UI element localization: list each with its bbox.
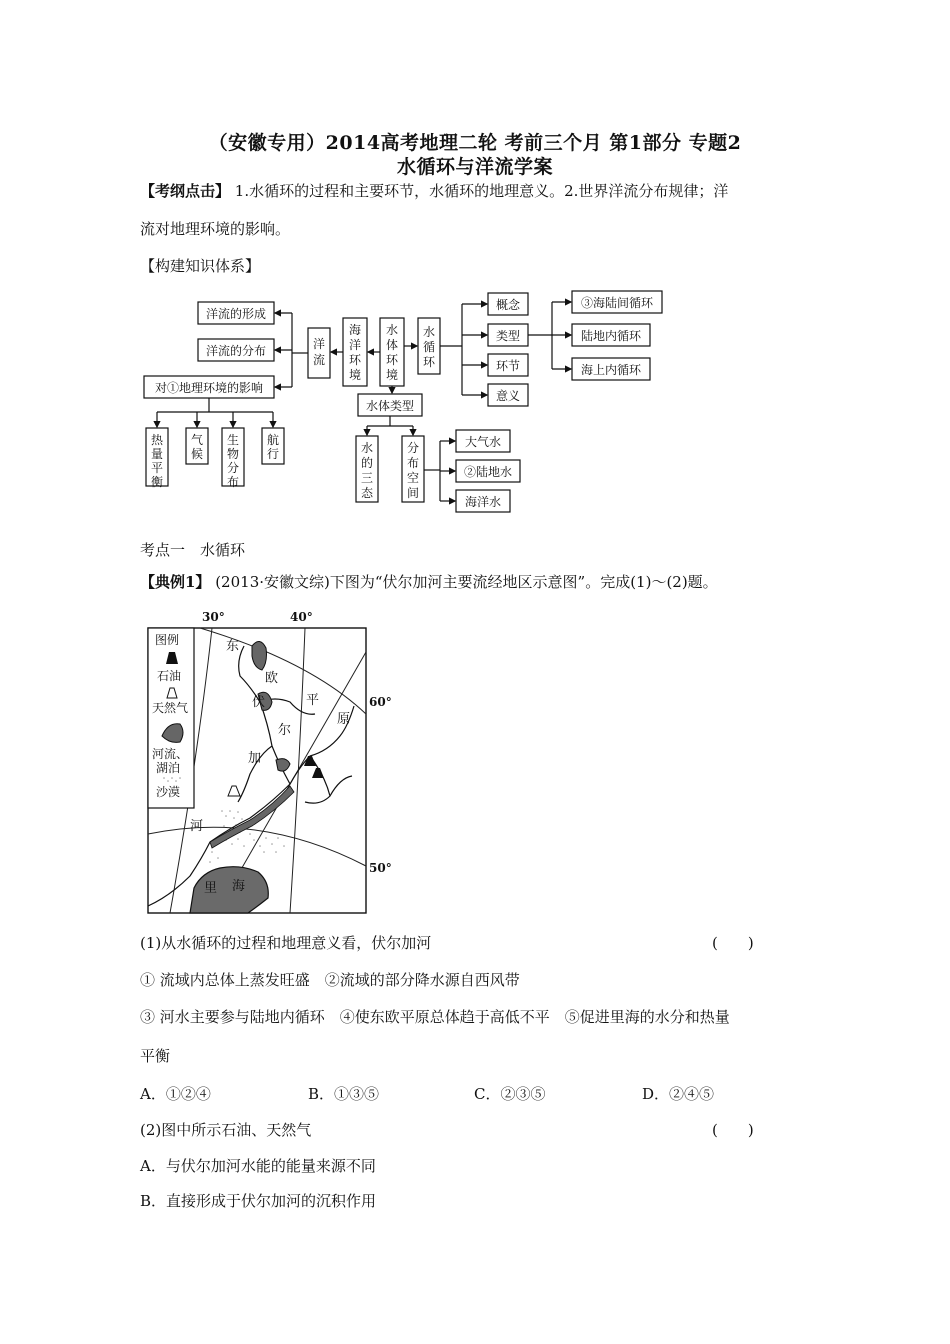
volga-map [140, 606, 400, 918]
label-nav-1: 航 [266, 433, 280, 447]
label-distribution-space-1: 分 [406, 441, 420, 455]
legend-gas: 天然气 [152, 701, 189, 715]
label-water-cycle-2: 循 [422, 340, 436, 354]
q1-option-a: A．①②④ [140, 1085, 211, 1103]
knowledge-header: 【构建知识体系】 [140, 257, 261, 275]
map-label-ou: 欧 [265, 671, 279, 686]
label-concept: 概念 [495, 298, 521, 312]
label-ocean-env-1: 海 [348, 323, 362, 337]
label-heat-1: 热 [150, 433, 164, 447]
q1-answer-paren: ( ) [712, 934, 754, 952]
label-climate-2: 候 [190, 447, 204, 461]
label-water-env-3: 环 [385, 353, 399, 367]
map-label-ping: 平 [306, 693, 320, 708]
q1-statement-3: 平衡 [140, 1047, 171, 1065]
legend-oil: 石油 [157, 669, 182, 683]
map-label-li: 里 [204, 881, 218, 896]
label-ocean-env-3: 环 [348, 353, 362, 367]
q1-option-d: D．②④⑤ [642, 1085, 715, 1103]
label-bio-1: 生 [226, 433, 240, 447]
label-ocean-current-1: 洋 [312, 337, 326, 351]
label-distribution: 洋流的分布 [205, 344, 267, 358]
knowledge-diagram [140, 288, 680, 518]
label-formation: 洋流的形成 [205, 307, 267, 321]
label-ocean-env-4: 境 [348, 368, 362, 382]
lat50-label: 50° [369, 861, 392, 875]
label-distribution-space-2: 布 [406, 456, 420, 470]
map-label-dong: 东 [226, 639, 240, 654]
q1-option-c: C．②③⑤ [474, 1085, 546, 1103]
doc-title-line2: 水循环与洋流学案 [396, 156, 553, 178]
label-heat-4: 衡 [150, 475, 164, 489]
label-ocean-water: 海洋水 [464, 495, 502, 509]
label-water-env-1: 水 [385, 323, 399, 337]
map-label-yuan: 原 [337, 712, 351, 727]
q1-stem: (1)从水循环的过程和地理意义看，伏尔加河 [140, 934, 432, 952]
section-water-cycle: 考点一 水循环 [140, 541, 246, 559]
label-meaning: 意义 [495, 389, 521, 403]
label-three-states-3: 三 [360, 471, 374, 485]
label-water-cycle-3: 环 [422, 355, 436, 369]
q2-option-b: B．直接形成于伏尔加河的沉积作用 [140, 1192, 377, 1210]
label-water-types: 水体类型 [365, 399, 415, 413]
label-three-states-2: 的 [360, 456, 374, 470]
map-label-he: 河 [190, 819, 204, 834]
label-water-cycle-1: 水 [422, 325, 436, 339]
example-text: (2013·安徽文综)下图为“伏尔加河主要流经地区示意图”。完成(1)～(2)题。 [210, 573, 718, 591]
label-atmos-water: 大气水 [464, 435, 502, 449]
kaogang-label: 【考纲点击】 [140, 182, 231, 200]
map-label-jia: 加 [248, 751, 262, 766]
label-bio-3: 分 [226, 461, 240, 475]
label-ocean-current-2: 流 [312, 353, 326, 367]
legend-river1: 河流、 [152, 747, 189, 761]
label-sea-inner: 海上内循环 [580, 363, 642, 377]
legend-title: 图例 [155, 633, 180, 647]
map-label-er: 尔 [278, 723, 292, 738]
q1-statement-1: ① 流域内总体上蒸发旺盛 ②流域的部分降水源自西风带 [140, 971, 520, 989]
label-ocean-env-2: 洋 [348, 338, 362, 352]
kaogang-text1: 1.水循环的过程和主要环节，水循环的地理意义。2.世界洋流分布规律；洋 [230, 182, 729, 200]
label-bio-4: 布 [226, 475, 240, 489]
label-heat-3: 平 [150, 461, 164, 475]
map-label-fu: 伏 [252, 695, 266, 710]
label-land-inner: 陆地内循环 [580, 329, 642, 343]
doc-title-line1: （安徽专用）2014高考地理二轮 考前三个月 第1部分 专题2 [208, 132, 742, 154]
kaogang-line2: 流对地理环境的影响。 [140, 220, 291, 238]
label-types: 类型 [495, 329, 521, 343]
label-nav-2: 行 [266, 447, 280, 461]
legend-desert: 沙漠 [156, 785, 181, 799]
lon40-label: 40° [290, 610, 313, 624]
label-three-states-1: 水 [360, 441, 374, 455]
q1-statement-2: ③ 河水主要参与陆地内循环 ④使东欧平原总体趋于高低不平 ⑤促进里海的水分和热量 [140, 1008, 730, 1026]
q1-option-b: B．①③⑤ [308, 1085, 380, 1103]
label-water-env-2: 体 [385, 338, 399, 352]
label-three-states-4: 态 [360, 486, 374, 500]
q2-answer-paren: ( ) [712, 1121, 754, 1139]
example-line [140, 572, 718, 592]
lon30-label: 30° [202, 610, 225, 624]
legend-river2: 湖泊 [156, 761, 181, 775]
q2-stem: (2)图中所示石油、天然气 [140, 1121, 312, 1139]
label-links: 环节 [495, 359, 521, 373]
label-sea-land: ③海陆间循环 [580, 296, 654, 310]
label-land-water: ②陆地水 [463, 465, 513, 479]
label-distribution-space-4: 间 [406, 486, 420, 500]
label-bio-2: 物 [226, 447, 240, 461]
q2-option-a: A．与伏尔加河水能的能量来源不同 [140, 1157, 376, 1175]
label-climate-1: 气 [190, 433, 204, 447]
lat60-label: 60° [369, 695, 392, 709]
example-label: 【典例1】 [140, 573, 211, 591]
label-heat-2: 量 [150, 447, 164, 461]
map-label-hai: 海 [232, 879, 246, 894]
label-water-env-4: 境 [385, 368, 399, 382]
kaogang-line1 [140, 181, 728, 201]
label-impact: 对①地理环境的影响 [154, 381, 264, 395]
label-distribution-space-3: 空 [406, 471, 420, 485]
